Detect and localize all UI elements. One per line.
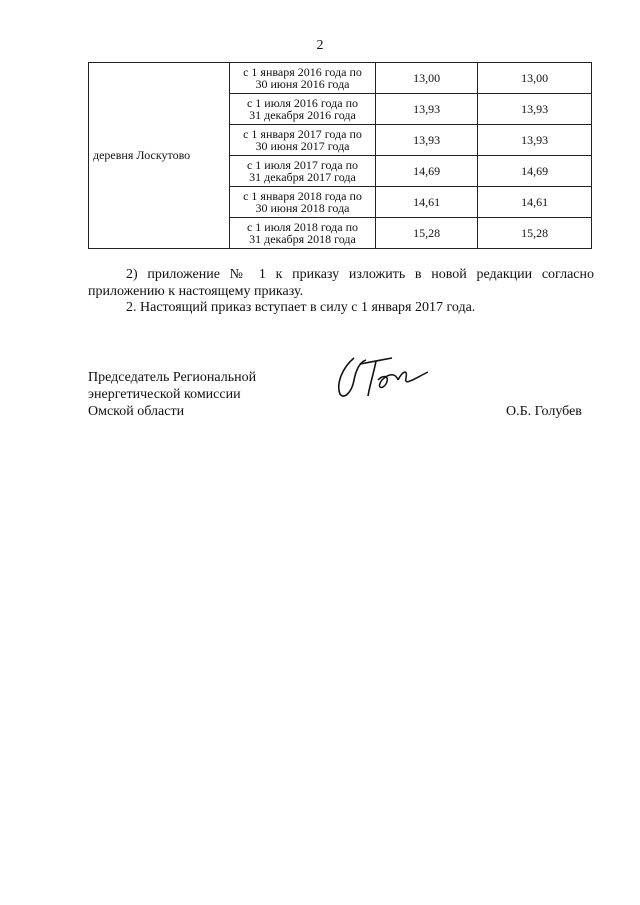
period-cell: с 1 января 2016 года по 30 июня 2016 года [229, 63, 375, 94]
value-cell: 13,93 [478, 94, 592, 125]
signer-name: О.Б. Голубев [506, 404, 582, 419]
value-cell: 14,61 [478, 187, 592, 218]
location-cell: деревня Лоскутово [89, 63, 230, 249]
period-cell: с 1 января 2018 года по 30 июня 2018 года [229, 187, 375, 218]
period-cell: с 1 июля 2017 года по 31 декабря 2017 года [229, 156, 375, 187]
signatory-title: Председатель Региональной энергетической комиссии Омской области [88, 370, 257, 419]
value-cell: 14,61 [376, 187, 478, 218]
value-cell: 13,93 [376, 94, 478, 125]
value-cell: 13,00 [478, 63, 592, 94]
page-number: 2 [316, 38, 324, 53]
value-cell: 14,69 [478, 156, 592, 187]
tariff-table [88, 62, 592, 249]
value-cell: 14,69 [376, 156, 478, 187]
value-cell: 13,93 [376, 125, 478, 156]
value-cell: 15,28 [376, 218, 478, 249]
value-cell: 15,28 [478, 218, 592, 249]
value-cell: 13,93 [478, 125, 592, 156]
handwritten-signature [332, 350, 432, 402]
value-cell: 13,00 [376, 63, 478, 94]
table-row [89, 63, 592, 94]
period-cell: с 1 января 2017 года по 30 июня 2017 года [229, 125, 375, 156]
paragraph-appendix: 2) приложение № 1 к приказу изложить в новой редакции согласно приложению к настоящему приказу. [88, 267, 594, 299]
period-cell: с 1 июля 2016 года по 31 декабря 2016 года [229, 94, 375, 125]
paragraph-effective-date: 2. Настоящий приказ вступает в силу с 1 января 2017 года. [126, 300, 476, 315]
period-cell: с 1 июля 2018 года по 31 декабря 2018 года [229, 218, 375, 249]
